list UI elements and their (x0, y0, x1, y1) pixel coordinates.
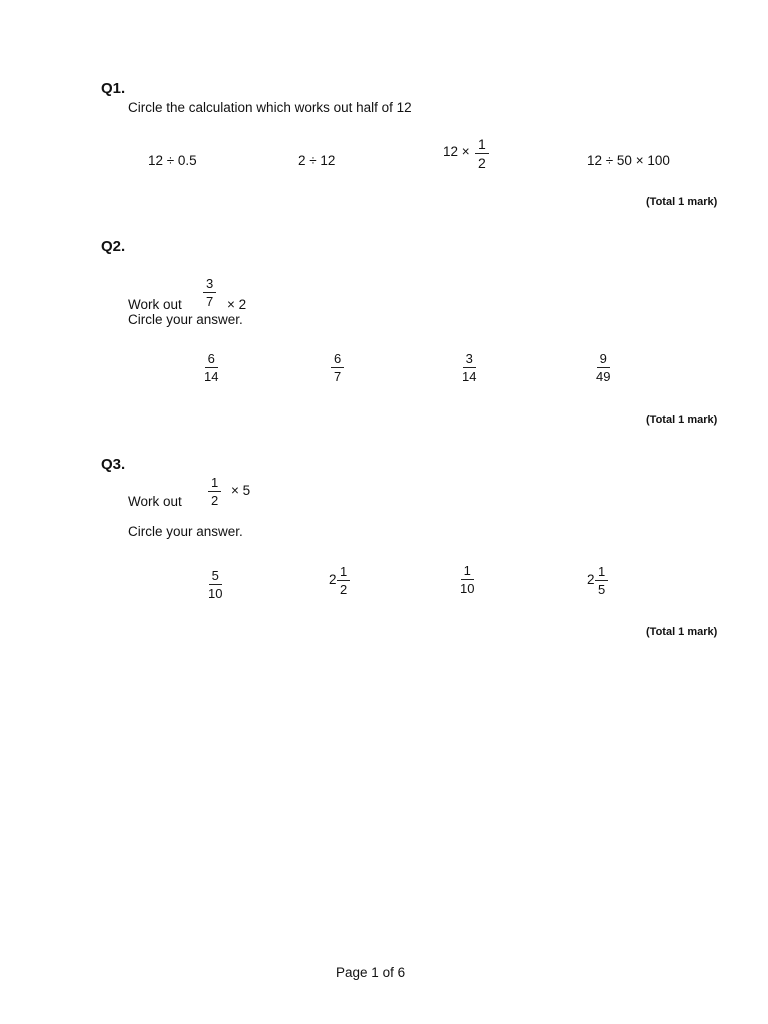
q3-answer-2-whole: 2 (329, 572, 337, 587)
q1-label: Q1. (101, 80, 126, 97)
q2-answer-2[interactable]: $\frac{6}{7}$ (331, 351, 344, 384)
q1-option-c[interactable] (443, 136, 495, 172)
q3-answer-4-fraction: $\frac{1}{5}$ (595, 564, 608, 597)
q3-times: × 5 (231, 483, 251, 498)
q3-answer-1[interactable]: $\frac{5}{10}$ (208, 568, 223, 601)
footer-of-word: of (382, 965, 394, 980)
q3-total-mark: (Total 1 mark) (646, 626, 718, 638)
q2-label: Q2. (101, 238, 126, 255)
q3-question-fraction: $\frac{1}{2}$ (208, 475, 221, 508)
q1-option-d[interactable]: 12 ÷ 50 × 100 (587, 153, 670, 168)
footer-page-word: Page (336, 965, 368, 980)
q2-times: × 2 (227, 297, 247, 312)
q2-question-fraction: $\frac{3}{7}$ (203, 276, 216, 309)
q1-prompt: Circle the calculation which works out half of 12 (128, 100, 412, 115)
q3-work-out: Work out (128, 494, 182, 509)
q1-total-mark: (Total 1 mark) (646, 196, 718, 208)
q1-option-a[interactable]: 12 ÷ 0.5 (148, 153, 197, 168)
q2-instruction: Circle your answer. (128, 312, 243, 327)
q2-total-mark: (Total 1 mark) (646, 414, 718, 426)
q3-label: Q3. (101, 456, 126, 473)
q1-option-b[interactable]: 2 ÷ 12 (298, 153, 336, 168)
q2-answer-4[interactable]: $\frac{9}{49}$ (596, 351, 611, 384)
footer-total-pages: 6 (397, 965, 406, 980)
footer-current-page: 1 (371, 965, 379, 980)
q3-answer-2[interactable] (329, 564, 355, 600)
q1-option-c-fraction: $\frac{1}{2}$ (475, 136, 489, 171)
q3-answer-4-whole: 2 (587, 572, 595, 587)
q2-answer-3[interactable]: $\frac{3}{14}$ (462, 351, 477, 384)
q2-work-out: Work out (128, 297, 182, 312)
q3-answer-2-fraction: $\frac{1}{2}$ (337, 564, 350, 597)
q3-instruction: Circle your answer. (128, 524, 243, 539)
q1-option-c-prefix: 12 × (443, 144, 470, 159)
q3-answer-3[interactable]: $\frac{1}{10}$ (460, 563, 475, 596)
q3-answer-4[interactable] (587, 564, 613, 600)
page-footer (336, 965, 405, 980)
q2-answer-1[interactable]: $\frac{6}{14}$ (204, 351, 219, 384)
